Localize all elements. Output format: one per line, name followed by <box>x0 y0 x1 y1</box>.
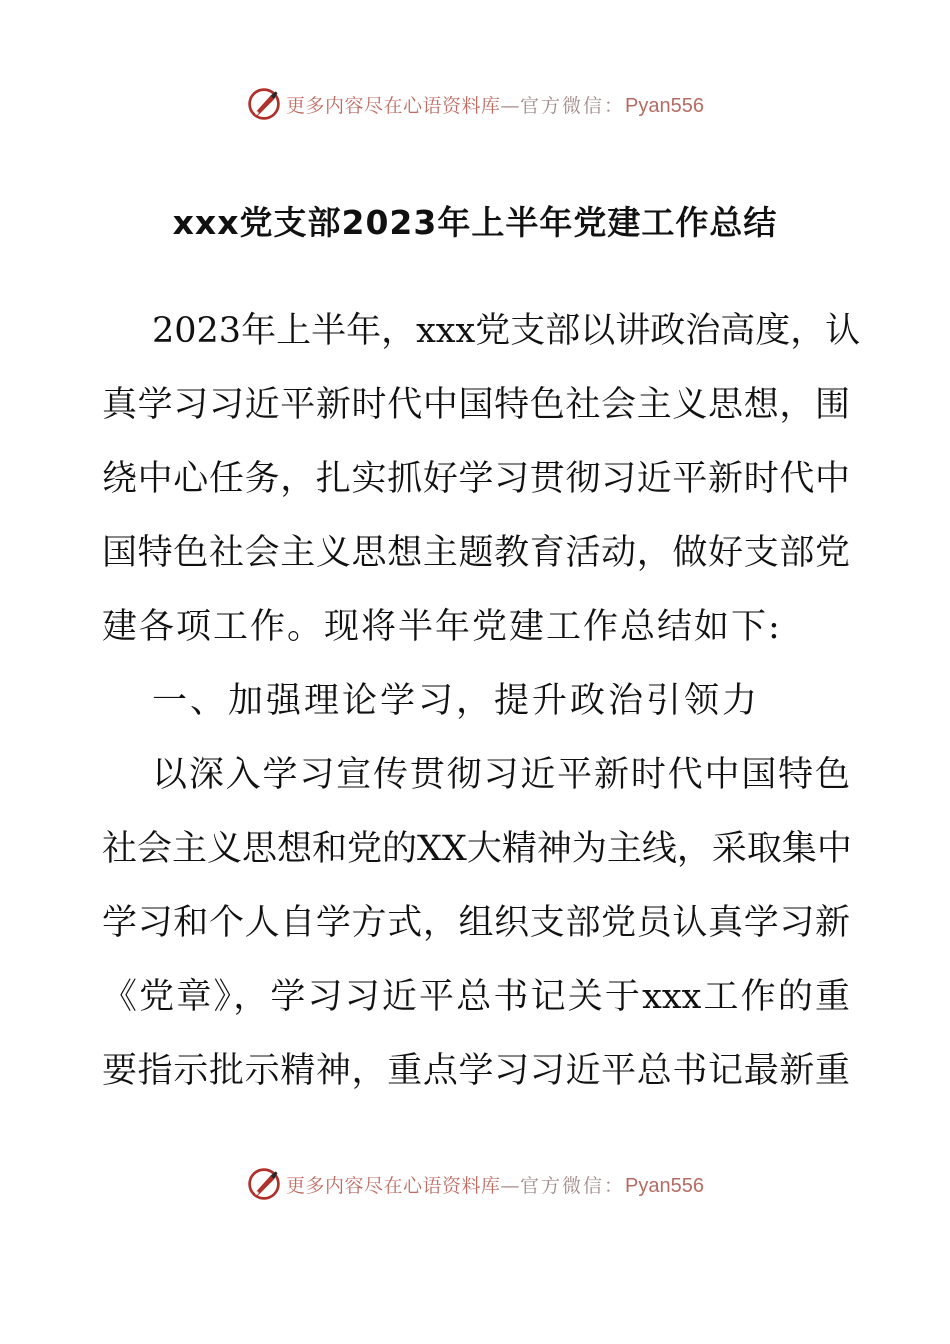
section-heading: 一、加强理论学习，提升政治引领力 <box>152 681 761 721</box>
paragraph-line: 社会主义思想和党的XX大精神为主线，采取集中 <box>102 829 852 869</box>
paragraph-line: 《党章》，学习习近平总书记关于xxx工作的重 <box>102 977 850 1017</box>
watermark-site-text: 更多内容尽在心语资料库 <box>286 1174 501 1197</box>
watermark-dash: — <box>500 94 521 117</box>
watermark-label: 官方微信： <box>520 94 626 117</box>
paragraph-line: 2023年上半年，xxx党支部以讲政治高度，认 <box>152 311 861 351</box>
paragraph-line: 以深入学习宣传贯彻习近平新时代中国特色 <box>152 755 850 795</box>
watermark-site-text: 更多内容尽在心语资料库 <box>286 94 501 117</box>
paragraph-line: 真学习习近平新时代中国特色社会主义思想，围 <box>102 385 850 425</box>
pen-nib-logo-icon <box>246 86 282 122</box>
watermark-wechat-id: Pyan556 <box>625 1174 704 1197</box>
header-watermark <box>0 84 950 124</box>
document-body <box>102 294 861 1108</box>
pen-nib-logo-icon <box>246 1166 282 1202</box>
watermark-label: 官方微信： <box>520 1174 626 1197</box>
paragraph-line: 绕中心任务，扎实抓好学习贯彻习近平新时代中 <box>102 459 850 499</box>
watermark-text <box>286 91 704 118</box>
footer-watermark <box>0 1164 950 1204</box>
paragraph-line: 国特色社会主义思想主题教育活动，做好支部党 <box>102 533 850 573</box>
watermark-dash: — <box>500 1174 521 1197</box>
watermark-text <box>286 1171 704 1198</box>
paragraph-line: 要指示批示精神，重点学习习近平总书记最新重 <box>102 1051 850 1091</box>
watermark-wechat-id: Pyan556 <box>625 94 704 117</box>
document-title: xxx党支部2023年上半年党建工作总结 <box>172 203 778 242</box>
paragraph-line: 建各项工作。现将半年党建工作总结如下: <box>102 607 782 647</box>
paragraph-line: 学习和个人自学方式，组织支部党员认真学习新 <box>102 903 850 943</box>
